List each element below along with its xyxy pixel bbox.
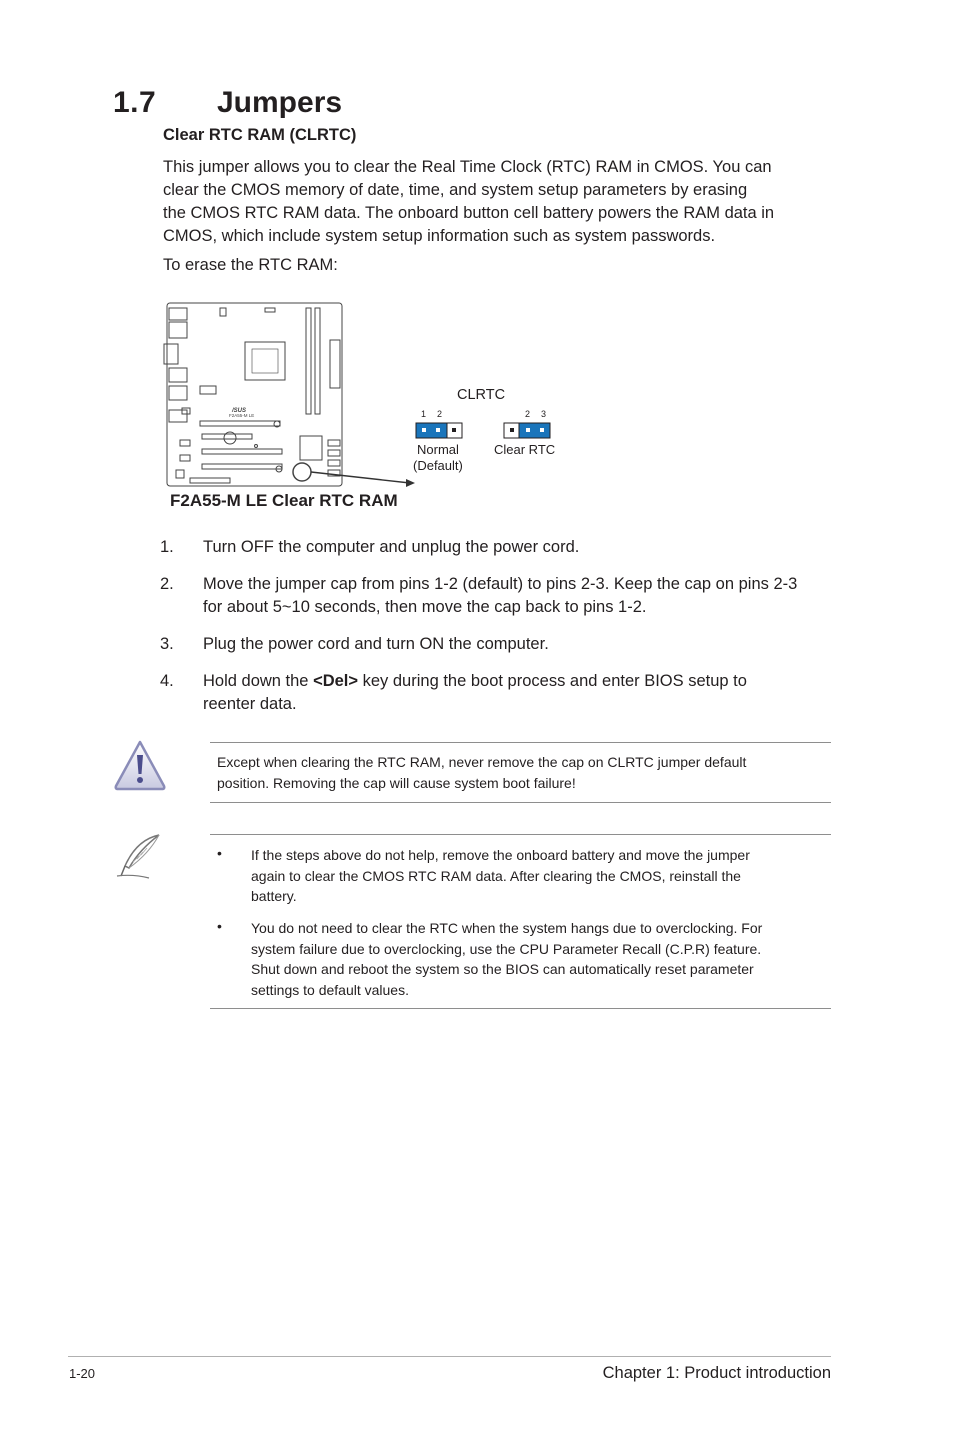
caution-top-rule <box>210 742 831 743</box>
step-number: 4. <box>160 672 174 690</box>
step-line: for about 5~10 seconds, then move the cap back to pins 1-2. <box>203 598 647 616</box>
step-line: Turn OFF the computer and unplug the power cord. <box>203 538 580 556</box>
chapter-title: Chapter 1: Product introduction <box>602 1364 831 1382</box>
board-logo: /SUS <box>232 408 247 414</box>
pointer-line <box>311 472 410 483</box>
page-number: 1-20 <box>69 1366 96 1381</box>
footer-rule <box>68 1356 831 1357</box>
step-number: 1. <box>160 538 174 556</box>
note-line: again to clear the CMOS RTC RAM data. After clearing the CMOS, reinstall the <box>251 867 741 884</box>
normal-label: Normal <box>417 442 459 457</box>
note-line: Shut down and reboot the system so the BIOS can automatically reset parameter <box>251 961 754 977</box>
clrtc-jumper-diagram <box>160 300 580 520</box>
step-line: Move the jumper cap from pins 1-2 (default) to pins 2-3. Keep the cap on pins 2-3 <box>203 575 798 593</box>
step-line: reenter data. <box>203 695 297 713</box>
pin-number: 3 <box>541 409 547 419</box>
bullet-mark: • <box>217 845 222 861</box>
caution-bottom-rule <box>210 802 831 803</box>
intro-line: This jumper allows you to clear the Real Time Clock (RTC) RAM in CMOS. You can <box>163 158 772 176</box>
intro-line: the CMOS RTC RAM data. The onboard button cell battery powers the RAM data in <box>163 204 775 222</box>
note-line: settings to default values. <box>251 981 409 998</box>
caution-line: Except when clearing the RTC RAM, never remove the cap on CLRTC jumper default <box>217 754 747 770</box>
note-line: system failure due to overclocking, use the CPU Parameter Recall (C.P.R) feature. <box>251 940 762 957</box>
step-text <box>203 536 833 559</box>
caution-line: position. Removing the cap will cause system boot failure! <box>217 775 576 791</box>
step-number: 3. <box>160 635 174 653</box>
pin-number: 1 <box>421 409 427 419</box>
note-line: If the steps above do not help, remove the onboard battery and move the jumper <box>251 847 750 863</box>
step-text-post: key during the boot process and enter BIOS setup to <box>358 672 747 690</box>
note-line: You do not need to clear the RTC when the system hangs due to overclocking. For <box>251 920 763 936</box>
jumper-normal-default <box>416 423 462 438</box>
step-line: Plug the power cord and turn ON the computer. <box>203 635 549 653</box>
note-line: battery. <box>251 888 297 904</box>
figure-caption: F2A55-M LE Clear RTC RAM <box>170 491 398 510</box>
warning-triangle-icon <box>113 739 167 791</box>
step-text-pre: Hold down the <box>203 672 314 690</box>
step-line <box>203 670 833 693</box>
intro-line: CMOS, which include system setup information such as system passwords. <box>163 227 716 245</box>
del-key-label: <Del> <box>313 672 359 690</box>
step-text <box>203 633 833 656</box>
clear-rtc-label: Clear RTC <box>494 442 556 457</box>
pin-number: 2 <box>525 409 531 419</box>
default-label: (Default) <box>413 458 463 473</box>
board-model-label: F2A55-M LE <box>229 413 255 418</box>
pin-number: 2 <box>437 409 443 419</box>
motherboard-outline <box>164 303 342 486</box>
caution-text <box>217 752 746 794</box>
intro-line: clear the CMOS memory of date, time, and system setup parameters by erasing <box>163 181 748 199</box>
bullet-mark: • <box>217 918 222 934</box>
intro-paragraph <box>163 156 823 248</box>
erase-instruction: To erase the RTC RAM: <box>163 256 338 274</box>
pointer-arrow-icon <box>406 479 415 487</box>
quill-pen-icon <box>113 832 163 882</box>
note-item <box>251 845 750 907</box>
note-top-rule <box>210 834 831 835</box>
step-number: 2. <box>160 575 174 593</box>
subsection-title: Clear RTC RAM (CLRTC) <box>163 126 357 144</box>
note-bottom-rule <box>210 1008 831 1009</box>
note-item <box>251 918 762 1000</box>
step-text <box>203 573 833 619</box>
section-number: 1.7 <box>113 86 157 119</box>
section-title: Jumpers <box>217 86 343 119</box>
jumper-clear-rtc <box>504 423 550 438</box>
step-text <box>203 670 833 716</box>
jumper-name: CLRTC <box>457 387 506 403</box>
